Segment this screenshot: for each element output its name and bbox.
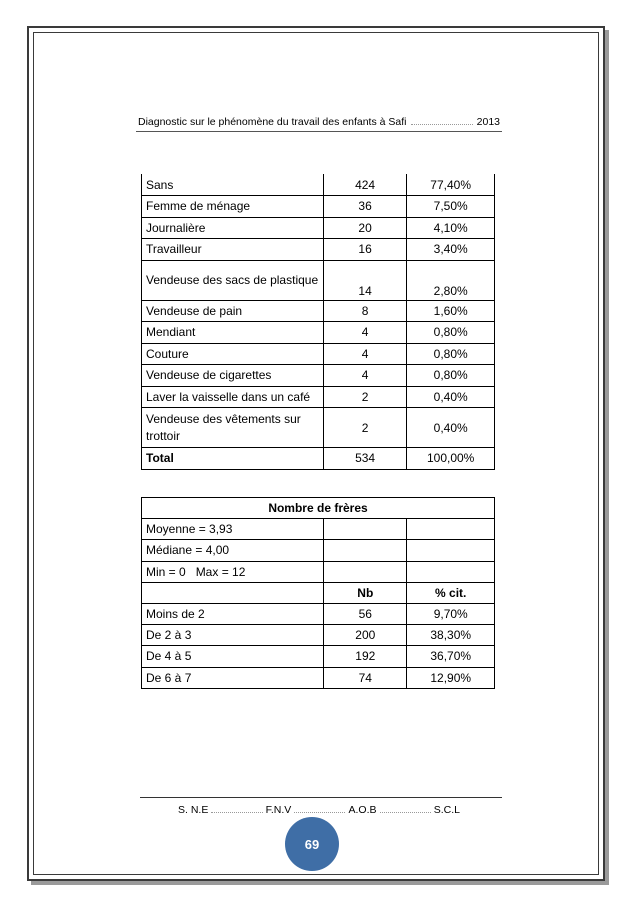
empty-cell (407, 561, 495, 582)
row-label: Moins de 2 (142, 603, 324, 624)
row-count: 424 (323, 174, 406, 196)
row-label: Vendeuse de pain (142, 300, 324, 322)
row-count: 2 (323, 386, 406, 408)
table-row (142, 239, 495, 261)
row-percent: 36,70% (407, 646, 495, 667)
row-label: Laver la vaisselle dans un café (142, 386, 324, 408)
header-dot-leader (411, 116, 473, 125)
row-percent: 12,90% (407, 667, 495, 688)
row-label: De 6 à 7 (142, 667, 324, 688)
header-title: Diagnostic sur le phénomène du travail des enfants à Safi (138, 116, 407, 128)
row-percent: 1,60% (407, 300, 495, 322)
row-percent: 0,80% (407, 365, 495, 387)
row-label: Vendeuse des sacs de plastique (142, 260, 324, 300)
row-count: 8 (323, 300, 406, 322)
row-label: Vendeuse de cigarettes (142, 365, 324, 387)
stat-row (142, 519, 495, 540)
stat-mean: Moyenne = 3,93 (142, 519, 324, 540)
row-count: 16 (323, 239, 406, 261)
table-title: Nombre de frères (142, 498, 495, 519)
column-header-row (142, 582, 495, 603)
table-row (142, 408, 495, 448)
row-count: 14 (323, 260, 406, 300)
row-percent: 77,40% (407, 174, 495, 196)
table-row (142, 365, 495, 387)
row-percent: 0,80% (407, 322, 495, 344)
header-rule (136, 131, 502, 132)
row-count: 200 (324, 625, 407, 646)
row-count: 74 (324, 667, 407, 688)
siblings-table (141, 497, 495, 689)
column-header-nb: Nb (324, 582, 407, 603)
row-percent: 7,50% (407, 196, 495, 218)
row-label: De 4 à 5 (142, 646, 324, 667)
row-percent: 3,40% (407, 239, 495, 261)
footer-dot-leader (380, 804, 431, 813)
table-title-row (142, 498, 495, 519)
stat-row (142, 540, 495, 561)
table-row (142, 646, 495, 667)
row-label: De 2 à 3 (142, 625, 324, 646)
empty-cell (407, 519, 495, 540)
table-row (142, 300, 495, 322)
row-percent: 9,70% (407, 603, 495, 624)
page-number: 69 (304, 836, 320, 852)
column-header-pct: % cit. (407, 582, 495, 603)
footer-item: S. N.E (178, 804, 209, 816)
footer-item: S.C.L (433, 804, 460, 816)
row-percent: 0,80% (407, 343, 495, 365)
row-count: 4 (323, 365, 406, 387)
row-label: Vendeuse des vêtements sur trottoir (142, 408, 324, 448)
table-row (142, 625, 495, 646)
empty-cell (142, 582, 324, 603)
total-label: Total (142, 448, 324, 470)
row-percent: 0,40% (407, 386, 495, 408)
row-percent: 38,30% (407, 625, 495, 646)
footer-dot-leader (294, 804, 345, 813)
row-count: 4 (323, 343, 406, 365)
page-footer (178, 804, 460, 816)
row-count: 56 (324, 603, 407, 624)
stat-median: Médiane = 4,00 (142, 540, 324, 561)
stat-row (142, 561, 495, 582)
footer-item: A.O.B (348, 804, 377, 816)
row-count: 4 (323, 322, 406, 344)
row-label: Mendiant (142, 322, 324, 344)
total-row (142, 448, 495, 470)
row-count: 192 (324, 646, 407, 667)
footer-dot-leader (211, 804, 262, 813)
row-count: 20 (323, 217, 406, 239)
table-row (142, 343, 495, 365)
page-number-badge (285, 817, 339, 871)
empty-cell (324, 519, 407, 540)
row-label: Sans (142, 174, 324, 196)
empty-cell (407, 540, 495, 561)
table-row (142, 667, 495, 688)
table-row (142, 174, 495, 196)
table-row (142, 217, 495, 239)
row-percent: 0,40% (407, 408, 495, 448)
total-count: 534 (323, 448, 406, 470)
table-row (142, 196, 495, 218)
empty-cell (324, 540, 407, 561)
footer-rule (140, 797, 502, 798)
footer-item: F.N.V (265, 804, 292, 816)
row-label: Couture (142, 343, 324, 365)
header-year: 2013 (476, 116, 500, 128)
row-percent: 4,10% (407, 217, 495, 239)
row-label: Travailleur (142, 239, 324, 261)
stat-min-max: Min = 0 Max = 12 (142, 561, 324, 582)
occupation-table (141, 174, 495, 470)
table-row (142, 386, 495, 408)
table-row (142, 260, 495, 300)
empty-cell (324, 561, 407, 582)
table-row (142, 603, 495, 624)
total-percent: 100,00% (407, 448, 495, 470)
row-label: Journalière (142, 217, 324, 239)
table-row (142, 322, 495, 344)
row-label: Femme de ménage (142, 196, 324, 218)
page-header (138, 116, 500, 128)
row-percent: 2,80% (407, 260, 495, 300)
row-count: 2 (323, 408, 406, 448)
row-count: 36 (323, 196, 406, 218)
